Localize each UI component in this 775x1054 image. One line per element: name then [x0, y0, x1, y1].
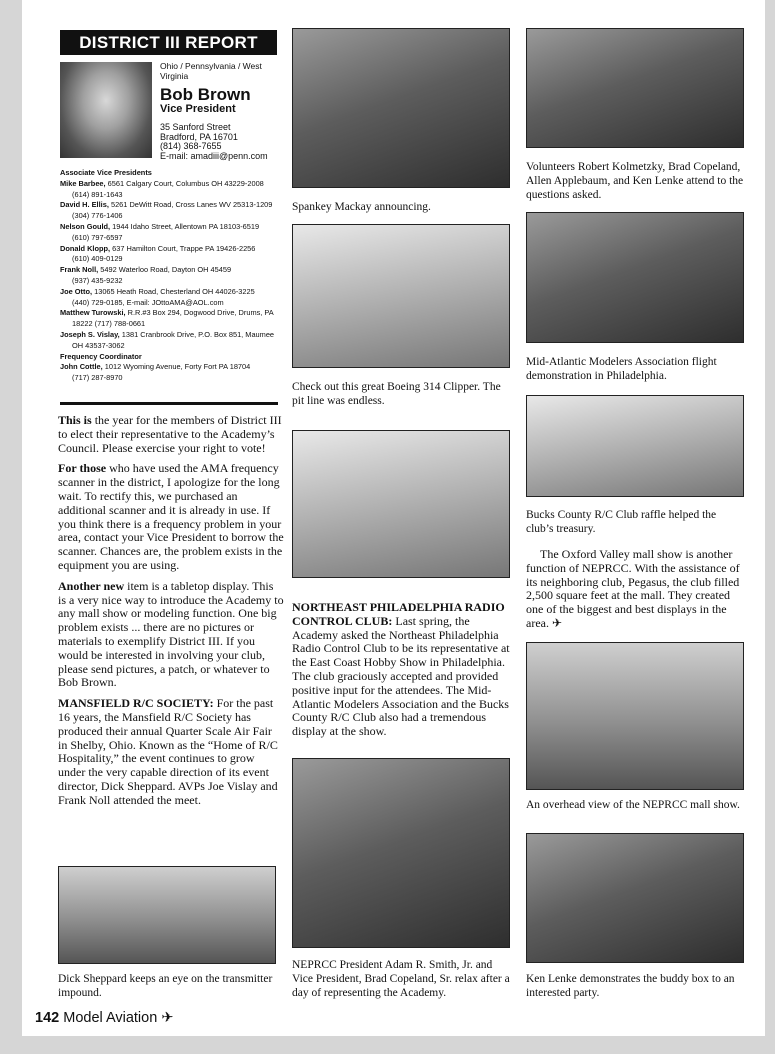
avp-line2: (610) 797-6597 [72, 232, 123, 242]
avp-item: Frank Noll, 5492 Waterloo Road, Dayton OH 45459 [60, 265, 232, 275]
photo-transmitter-impound [58, 866, 276, 964]
paragraph: For those who have used the AMA frequency scanner in the district, I apologize for the long wait. To rectify this, we purchased an additional scanner and it is already in use. If you think there is a frequency problem in your area, contact your Vice President to borrow the scanner. Chances are, the problem exists in the equipment you are using. [58, 461, 284, 572]
airplane-icon: ✈ [161, 1010, 174, 1026]
freq-line2: (717) 287-8970 [72, 373, 123, 383]
caption: Bucks County R/C Club raffle helped the club’s treasury. [526, 509, 717, 535]
paragraph: The Oxford Valley mall show is another function of NEPRCC. With the assistance of its neighboring club, Pegasus, the club filled 2,500 square feet at the mall. They created one of the biggest and best displays in the area. ✈ [526, 547, 740, 630]
vp-email: E-mail: amadiii@penn.com [160, 150, 268, 161]
avp-item: Mike Barbee, 6561 Calgary Court, Columbus OH 43229-2008 [60, 178, 264, 188]
article-column-3 [526, 548, 750, 638]
avp-line2: OH 43537-3062 [72, 340, 125, 350]
caption: Mid-Atlantic Modelers Association flight demonstration in Philadelphia. [526, 356, 717, 382]
paragraph: This is the year for the members of District III to elect their representative to the Academy’s Council. Please exercise your right to vote! [58, 413, 282, 455]
photo-volunteers [526, 28, 744, 148]
vp-name: Bob Brown [160, 85, 251, 104]
avp-line2: (610) 409-0129 [72, 254, 123, 264]
paragraph: MANSFIELD R/C SOCIETY: For the past 16 years, the Mansfield R/C Society has produced their annual Quarter Scale Air Fair in Shelby, Ohio. Known as the “Home of R/C Hospitality,” the event continues to grow under the very capable direction of its event director, Dick Sheppard. AVPs Joe Vislay and Frank Noll attended the meet. [58, 696, 278, 807]
page-footer [35, 1010, 173, 1026]
magazine-name: Model Aviation [63, 1010, 158, 1026]
avp-heading: Associate Vice Presidents [60, 168, 152, 177]
avp-line2: (440) 729-0185, E-mail: JOttoAMA@AOL.com [72, 297, 224, 307]
vp-title: Vice President [160, 103, 236, 115]
photo-buddy-box [526, 833, 744, 963]
caption: Check out this great Boeing 314 Clipper. The pit line was endless. [292, 381, 501, 407]
freq-item: John Cottle, 1012 Wyoming Avenue, Forty Fort PA 18704 [60, 362, 251, 372]
avp-item: Donald Klopp, 637 Hamilton Court, Trappe PA 19426-2256 [60, 243, 256, 253]
avp-item: Nelson Gould, 1944 Idaho Street, Allentown PA 18103-6519 [60, 221, 260, 231]
vp-region: Ohio / Pennsylvania / West Virginia [160, 61, 262, 81]
avp-item: David H. Ellis, 5261 DeWitt Road, Cross Lanes WV 25313-1209 [60, 200, 273, 210]
photo-pit-line [292, 430, 510, 578]
avp-line2: (937) 435-9232 [72, 275, 123, 285]
freq-heading: Frequency Coordinator [60, 351, 142, 361]
paragraph: NORTHEAST PHILADELPHIA RADIO CONTROL CLUB: Last spring, the Academy asked the Northeast Philadelphia Radio Control Club to be its representative at the East Coast Hobby Show in Philadelphia. The club graciously accepted and provided positive input for the attendees. The Mid-Atlantic Modelers Association and the Bucks County R/C Club also had a tremendous display at the show. [292, 600, 510, 739]
page-number: 142 [35, 1010, 60, 1026]
associate-vp-list [60, 168, 285, 384]
photo-flight-demo [526, 212, 744, 343]
section-header: DISTRICT III REPORT [60, 30, 277, 55]
avp-item: Joe Otto, 13065 Heath Road, Chesterland OH 44026-3225 [60, 286, 255, 296]
caption: Dick Sheppard keeps an eye on the transmitter impound. [58, 973, 273, 999]
vp-contact [160, 123, 268, 161]
caption: Spankey Mackay announcing. [292, 201, 431, 213]
avp-item: Matthew Turowski, R.R.#3 Box 294, Dogwood Drive, Drums, PA [60, 308, 274, 318]
paragraph: Another new item is a tabletop display. This is a very nice way to introduce the Academy to any mall show or modeling function. One big problem exists ... there are no pictures or materials to exemplify District III. If you would be interested in involving your club, please send pictures, a patch, or whatever to Bob Brown. [58, 578, 284, 690]
avp-item: Joseph S. Vislay, 1381 Cranbrook Drive, P.O. Box 851, Maumee [60, 329, 275, 339]
magazine-page [22, 0, 765, 1036]
caption: An overhead view of the NEPRCC mall show. [526, 799, 740, 811]
divider-rule [60, 402, 278, 405]
vp-address2: Bradford, PA 16701 [160, 131, 238, 142]
photo-raffle [526, 395, 744, 497]
vp-address1: 35 Sanford Street [160, 122, 231, 132]
article-column-2 [292, 601, 516, 746]
vp-phone: (814) 368-7655 [160, 141, 222, 151]
avp-line2: 18222 (717) 788-0661 [72, 319, 146, 329]
avp-line2: (614) 891-1643 [72, 189, 123, 199]
photo-neprcc-officers [292, 758, 510, 948]
photo-mall-overhead [526, 642, 744, 790]
photo-announcer [292, 28, 510, 188]
caption: Ken Lenke demonstrates the buddy box to an interested party. [526, 973, 735, 999]
caption: Volunteers Robert Kolmetzky, Brad Copeland, Allen Applebaum, and Ken Lenke attend to the questions asked. [526, 161, 744, 201]
caption: NEPRCC President Adam R. Smith, Jr. and Vice President, Brad Copeland, Sr. relax after a day of representing the Academy. [292, 959, 510, 999]
avp-line2: (304) 776-1406 [72, 211, 123, 221]
vp-portrait-photo [60, 62, 152, 158]
article-column-1 [58, 414, 284, 815]
photo-boeing-clipper [292, 224, 510, 368]
